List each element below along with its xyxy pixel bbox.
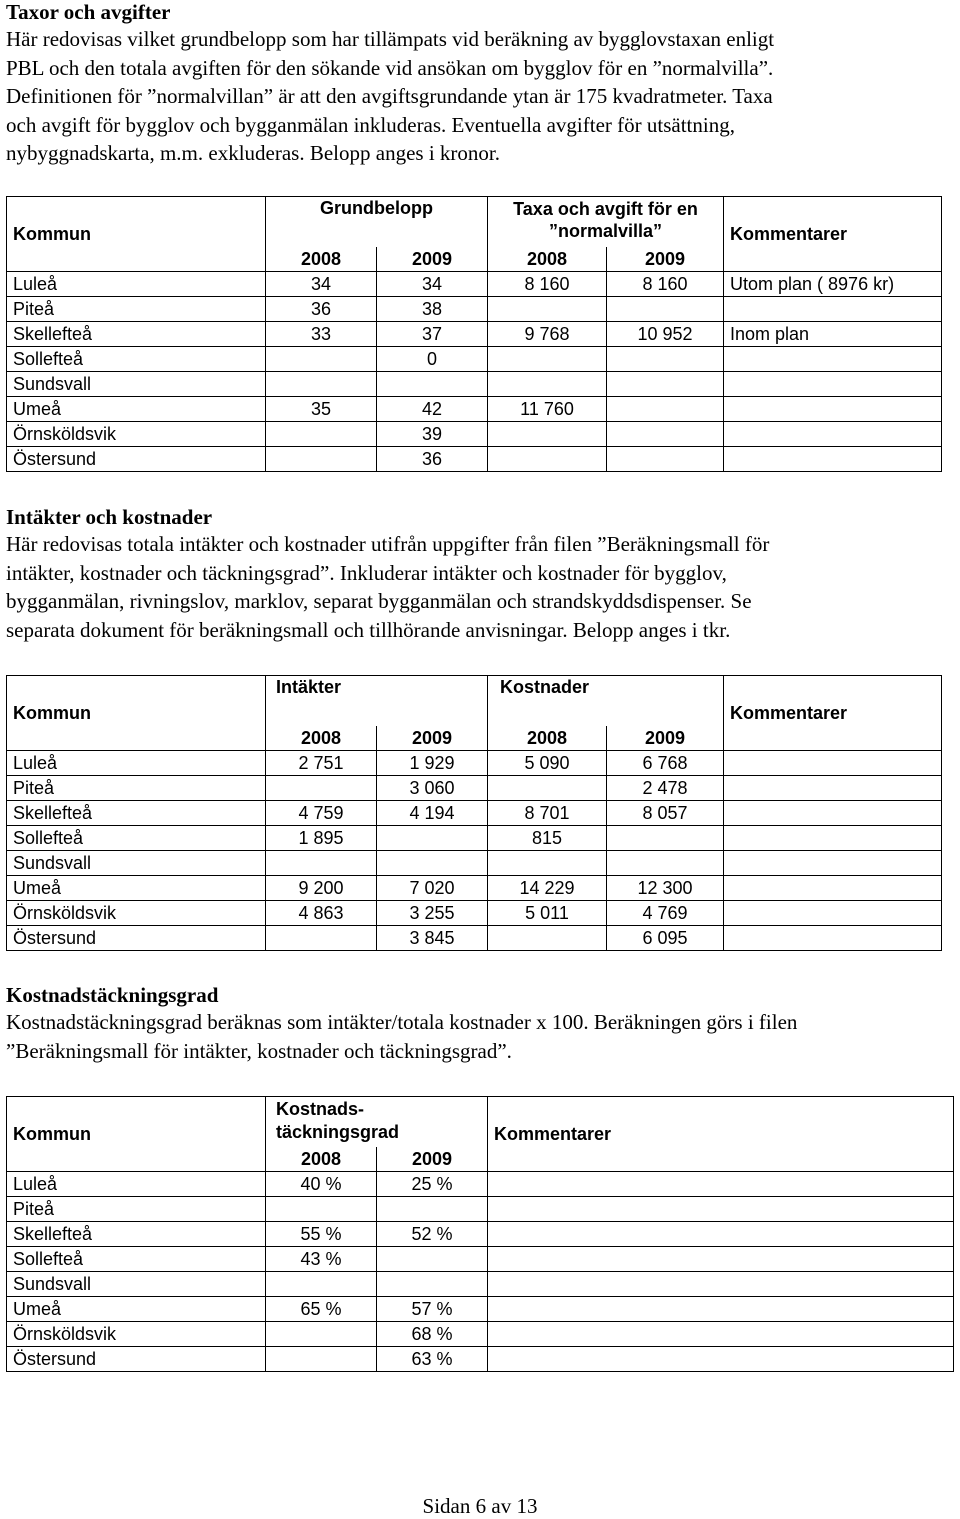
- col-header-intakter: Intäkter: [266, 676, 488, 726]
- cell-comment: [724, 750, 942, 775]
- cell-kommun: Östersund: [7, 446, 266, 471]
- col-header-ktg-line2: täckningsgrad: [276, 1122, 400, 1142]
- cell-value: [488, 371, 607, 396]
- cell-value: 42: [377, 396, 488, 421]
- cell-value: [266, 421, 377, 446]
- cell-value: 8 701: [488, 800, 607, 825]
- cell-value: [607, 296, 724, 321]
- cell-comment: [724, 296, 942, 321]
- cell-value: 6 095: [607, 925, 724, 950]
- cell-comment: [724, 825, 942, 850]
- cell-kommun: Piteå: [7, 296, 266, 321]
- cell-kommun: Umeå: [7, 396, 266, 421]
- cell-value: [266, 925, 377, 950]
- col-header-year: 2009: [607, 726, 724, 751]
- cell-comment: [724, 850, 942, 875]
- cell-kommun: Sollefteå: [7, 1246, 266, 1271]
- cell-value: 40 %: [266, 1171, 377, 1196]
- cell-value: [607, 446, 724, 471]
- table-row: [7, 1246, 954, 1271]
- paragraph-line: nybyggnadskarta, m.m. exkluderas. Belopp anges i kronor.: [6, 141, 500, 165]
- section-kostnadstackningsgrad: [6, 983, 951, 1065]
- cell-value: 39: [377, 421, 488, 446]
- cell-value: [377, 1246, 488, 1271]
- table-row: [7, 1196, 954, 1221]
- cell-value: 55 %: [266, 1221, 377, 1246]
- col-header-kommun: Kommun: [7, 197, 266, 272]
- cell-value: [488, 850, 607, 875]
- cell-value: [488, 296, 607, 321]
- cell-value: [377, 1196, 488, 1221]
- cell-kommun: Örnsköldsvik: [7, 900, 266, 925]
- paragraph-line: Kostnadstäckningsgrad beräknas som intäkter/totala kostnader x 100. Beräkningen görs i filen: [6, 1010, 798, 1034]
- paragraph-line: intäkter, kostnader och täckningsgrad”. Inkluderar intäkter och kostnader för bygglov,: [6, 560, 727, 585]
- table-row: [7, 1271, 954, 1296]
- paragraph-taxor: [6, 25, 951, 168]
- heading-kostnadstackningsgrad: Kostnadstäckningsgrad: [6, 983, 219, 1007]
- col-header-kommun: Kommun: [7, 1097, 266, 1172]
- cell-value: 3 255: [377, 900, 488, 925]
- col-header-year: 2008: [266, 726, 377, 751]
- section-intakter: [6, 505, 951, 644]
- cell-comment: [724, 900, 942, 925]
- table-row: [7, 900, 942, 925]
- cell-value: [488, 346, 607, 371]
- col-header-year: 2008: [266, 247, 377, 272]
- table-intakter-kostnader: [6, 675, 942, 951]
- cell-comment: [488, 1321, 954, 1346]
- cell-comment: Utom plan ( 8976 kr): [724, 271, 942, 296]
- col-header-year: 2009: [377, 1147, 488, 1172]
- cell-comment: [724, 346, 942, 371]
- cell-value: 12 300: [607, 875, 724, 900]
- cell-value: [266, 371, 377, 396]
- col-header-year: 2008: [488, 247, 607, 272]
- table-row: [7, 925, 942, 950]
- cell-kommun: Sollefteå: [7, 346, 266, 371]
- paragraph-line: Här redovisas vilket grundbelopp som har tillämpats vid beräkning av bygglovstaxan enligt: [6, 27, 775, 51]
- cell-value: 9 200: [266, 875, 377, 900]
- cell-comment: [488, 1296, 954, 1321]
- cell-value: 2 751: [266, 750, 377, 775]
- table-row: [7, 750, 942, 775]
- table-row: [7, 1171, 954, 1196]
- cell-value: 1 929: [377, 750, 488, 775]
- cell-value: 68 %: [377, 1321, 488, 1346]
- cell-value: [607, 346, 724, 371]
- table-row: [7, 396, 942, 421]
- cell-comment: [488, 1221, 954, 1246]
- cell-value: 9 768: [488, 321, 607, 346]
- cell-kommun: Sundsvall: [7, 371, 266, 396]
- cell-comment: [488, 1171, 954, 1196]
- cell-value: [607, 421, 724, 446]
- cell-kommun: Umeå: [7, 1296, 266, 1321]
- paragraph-kostnadstackningsgrad: [6, 1008, 951, 1065]
- col-header-kommentarer: Kommentarer: [724, 676, 942, 751]
- cell-value: 14 229: [488, 875, 607, 900]
- cell-value: 4 769: [607, 900, 724, 925]
- table-row: [7, 421, 942, 446]
- table-row: [7, 850, 942, 875]
- table-row: [7, 346, 942, 371]
- cell-value: [377, 1271, 488, 1296]
- cell-value: [607, 371, 724, 396]
- cell-value: 4 194: [377, 800, 488, 825]
- table-row: [7, 775, 942, 800]
- table-row: [7, 446, 942, 471]
- cell-kommun: Sundsvall: [7, 850, 266, 875]
- cell-value: [488, 925, 607, 950]
- cell-value: [266, 346, 377, 371]
- col-header-kommun: Kommun: [7, 676, 266, 751]
- cell-value: 35: [266, 396, 377, 421]
- heading-intakter: Intäkter och kostnader: [6, 505, 213, 529]
- cell-comment: [724, 396, 942, 421]
- cell-kommun: Piteå: [7, 1196, 266, 1221]
- cell-kommun: Luleå: [7, 1171, 266, 1196]
- cell-value: [266, 775, 377, 800]
- paragraph-line: PBL och den totala avgiften för den sökande vid ansökan om bygglov för en ”normalvilla”.: [6, 55, 774, 80]
- paragraph-line: Definitionen för ”normalvillan” är att den avgiftsgrundande ytan är 175 kvadratmeter. Taxa: [6, 84, 773, 108]
- paragraph-line: bygganmälan, rivningslov, marklov, separat bygganmälan och strandskyddsdispenser. Se: [6, 589, 752, 613]
- cell-value: 815: [488, 825, 607, 850]
- col-header-year: 2008: [488, 726, 607, 751]
- cell-value: [266, 1271, 377, 1296]
- cell-kommun: Örnsköldsvik: [7, 1321, 266, 1346]
- cell-value: 11 760: [488, 396, 607, 421]
- col-header-kommentarer: Kommentarer: [724, 197, 942, 272]
- cell-comment: Inom plan: [724, 321, 942, 346]
- table-kostnadstackningsgrad: [6, 1096, 954, 1372]
- cell-value: 34: [377, 271, 488, 296]
- col-header-kostnadstackningsgrad: [266, 1097, 488, 1147]
- col-header-grundbelopp: Grundbelopp: [266, 197, 488, 247]
- table-row: [7, 1321, 954, 1346]
- cell-kommun: Sollefteå: [7, 825, 266, 850]
- cell-value: 5 090: [488, 750, 607, 775]
- cell-value: 63 %: [377, 1346, 488, 1371]
- cell-value: 36: [266, 296, 377, 321]
- cell-comment: [724, 925, 942, 950]
- col-header-taxa-line1: Taxa och avgift för en: [513, 199, 698, 219]
- cell-kommun: Östersund: [7, 925, 266, 950]
- cell-value: [377, 850, 488, 875]
- cell-comment: [724, 800, 942, 825]
- col-header-kostnader: Kostnader: [488, 676, 724, 726]
- cell-comment: [724, 775, 942, 800]
- cell-comment: [488, 1271, 954, 1296]
- table-row: [7, 321, 942, 346]
- cell-value: [266, 1196, 377, 1221]
- cell-value: 8 160: [488, 271, 607, 296]
- cell-value: [266, 850, 377, 875]
- cell-kommun: Skellefteå: [7, 321, 266, 346]
- cell-value: 33: [266, 321, 377, 346]
- table-row: [7, 1221, 954, 1246]
- paragraph-line: separata dokument för beräkningsmall och tillhörande anvisningar. Belopp anges i tkr.: [6, 617, 731, 642]
- col-header-ktg-line1: Kostnads-: [276, 1099, 365, 1119]
- section-taxor: [6, 0, 951, 168]
- cell-value: 4 759: [266, 800, 377, 825]
- cell-value: 36: [377, 446, 488, 471]
- cell-value: [607, 396, 724, 421]
- cell-comment: [724, 875, 942, 900]
- cell-value: 52 %: [377, 1221, 488, 1246]
- table-row: [7, 1296, 954, 1321]
- col-header-taxa-line2: ”normalvilla”: [548, 221, 663, 241]
- cell-value: 5 011: [488, 900, 607, 925]
- cell-comment: [488, 1196, 954, 1221]
- cell-value: 8 057: [607, 800, 724, 825]
- cell-kommun: Luleå: [7, 750, 266, 775]
- col-header-year: 2008: [266, 1147, 377, 1172]
- cell-comment: [724, 371, 942, 396]
- cell-value: 6 768: [607, 750, 724, 775]
- heading-taxor: Taxor och avgifter: [6, 0, 171, 24]
- table-row: [7, 1346, 954, 1371]
- table-row: [7, 296, 942, 321]
- col-header-kommentarer: Kommentarer: [488, 1097, 954, 1172]
- table-row: [7, 371, 942, 396]
- cell-value: 4 863: [266, 900, 377, 925]
- table-row: [7, 800, 942, 825]
- cell-value: 25 %: [377, 1171, 488, 1196]
- cell-value: [266, 446, 377, 471]
- cell-value: [607, 850, 724, 875]
- paragraph-line: ”Beräkningsmall för intäkter, kostnader och täckningsgrad”.: [6, 1038, 512, 1063]
- cell-kommun: Piteå: [7, 775, 266, 800]
- cell-kommun: Skellefteå: [7, 800, 266, 825]
- cell-value: 3 845: [377, 925, 488, 950]
- cell-comment: [488, 1246, 954, 1271]
- cell-kommun: Skellefteå: [7, 1221, 266, 1246]
- cell-value: 0: [377, 346, 488, 371]
- col-header-year: 2009: [377, 726, 488, 751]
- col-header-taxa: [488, 197, 724, 247]
- paragraph-line: Här redovisas totala intäkter och kostnader utifrån uppgifter från filen ”Beräkningsmall för: [6, 532, 770, 556]
- cell-value: 1 895: [266, 825, 377, 850]
- cell-value: 3 060: [377, 775, 488, 800]
- cell-value: 7 020: [377, 875, 488, 900]
- cell-value: 10 952: [607, 321, 724, 346]
- table-row: [7, 875, 942, 900]
- cell-value: [607, 825, 724, 850]
- cell-kommun: Örnsköldsvik: [7, 421, 266, 446]
- table-row: [7, 825, 942, 850]
- cell-value: 34: [266, 271, 377, 296]
- cell-kommun: Östersund: [7, 1346, 266, 1371]
- cell-value: 57 %: [377, 1296, 488, 1321]
- cell-value: 43 %: [266, 1246, 377, 1271]
- cell-value: [377, 371, 488, 396]
- table-taxor: [6, 196, 942, 472]
- paragraph-line: och avgift för bygglov och bygganmälan inkluderas. Eventuella avgifter för utsättning,: [6, 112, 735, 137]
- cell-comment: [724, 446, 942, 471]
- col-header-year: 2009: [607, 247, 724, 272]
- cell-value: [377, 825, 488, 850]
- cell-value: 8 160: [607, 271, 724, 296]
- paragraph-intakter: [6, 530, 951, 644]
- cell-value: 38: [377, 296, 488, 321]
- cell-value: [488, 775, 607, 800]
- cell-value: [266, 1321, 377, 1346]
- cell-comment: [488, 1346, 954, 1371]
- cell-value: 2 478: [607, 775, 724, 800]
- cell-value: [266, 1346, 377, 1371]
- cell-value: 65 %: [266, 1296, 377, 1321]
- cell-kommun: Luleå: [7, 271, 266, 296]
- cell-comment: [724, 421, 942, 446]
- page-number: Sidan 6 av 13: [422, 1494, 538, 1518]
- cell-value: [488, 446, 607, 471]
- table-row: [7, 271, 942, 296]
- cell-value: [488, 421, 607, 446]
- col-header-year: 2009: [377, 247, 488, 272]
- cell-kommun: Sundsvall: [7, 1271, 266, 1296]
- cell-kommun: Umeå: [7, 875, 266, 900]
- cell-value: 37: [377, 321, 488, 346]
